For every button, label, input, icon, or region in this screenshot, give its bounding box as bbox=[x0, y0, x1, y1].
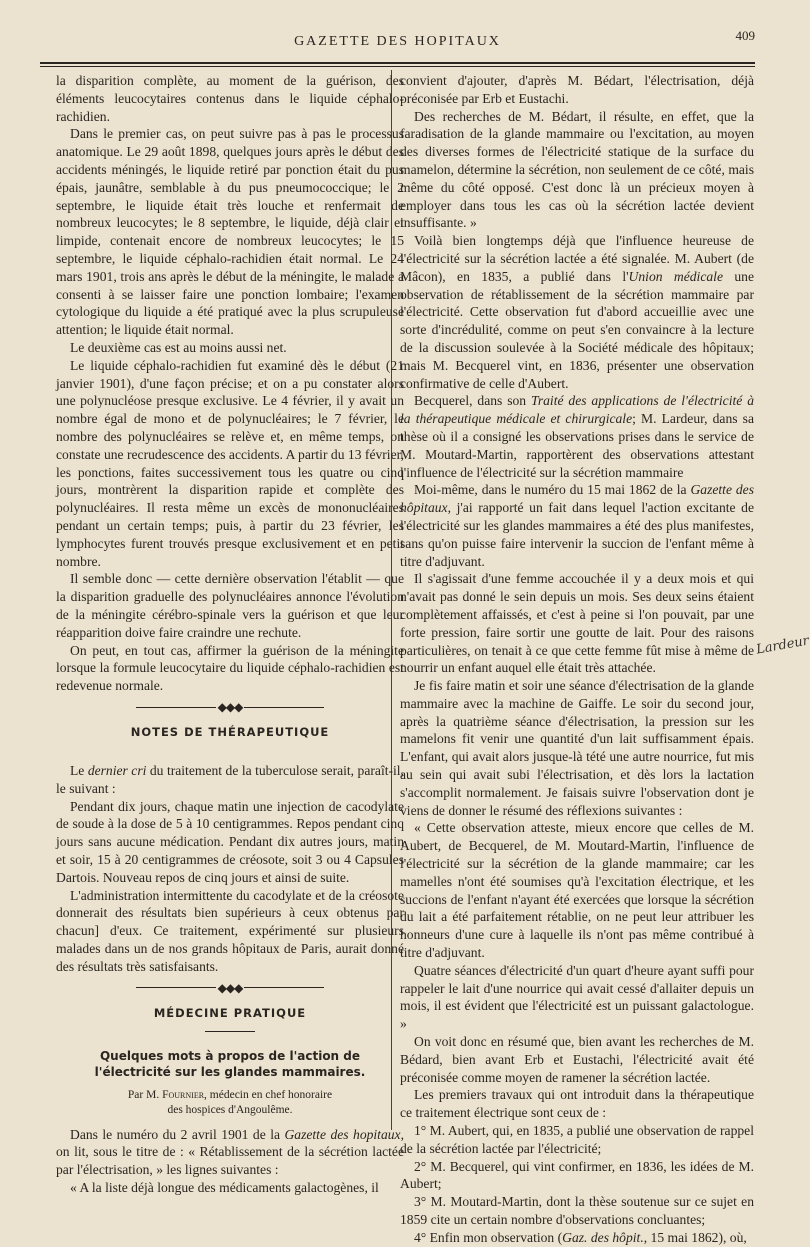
paragraph: « Cette observation atteste, mieux encore que celles de M. Aubert, de Becquerel, de M. Moutard-Martin, l'influence de l'électricité sur la sécrétion de la glande mammaire; car les mamelles n'ont été soumises qu'à l'excitation électrique, et les succions de l'enfant n'ayant été exercées que lorsque la sécrétion du lait a été parfaitement rétablie, on ne peut leur attribuer les honneurs d'une cure à laquelle ils n'ont pas même contribué à titre d'adjuvant. bbox=[400, 820, 754, 961]
emphasis: Traité des applications de l'électricité à la thérapeutique médicale et chirurgicale bbox=[400, 393, 754, 427]
paragraph: Je fis faire matin et soir une séance d'électrisation de la glande mammaire avec la machine de Gaiffe. Le soir du second jour, après la quatrième séance d'électrisation, la pression sur les mamelons fit venir une quantité d'un lait suffisamment épais. L'enfant, qui avait alors jusque-là tété une autre nourrice, fut mis au sein qui avait subi l'électrisation, et dès lors la lactation s'accomplit normalement. Je faisais suivre l'observation dont je viens de donner le résumé des réflexions suivantes : bbox=[400, 678, 754, 818]
paragraph: On voit donc en résumé que, bien avant les recherches de M. Bédard, bien avant Erb et Eustachi, l'électricité avait été préconisée comme moyen de ramener la sécrétion lactée. bbox=[400, 1034, 754, 1085]
header-rule-thin bbox=[40, 66, 755, 67]
paragraph: Dans le premier cas, on peut suivre pas à pas le processus anatomique. Le 29 août 1898, quelques jours après le début des accidents méningés, le liquide retiré par ponction était du pus épais, jaunâtre, semblable à du pus pneumococcique; le 2 septembre, le liquide était très louche et renfermait de nombreux leucocytes; le 8 septembre, le liquide, déjà clair et limpide, contenait encore de nombreux leucocytes; le 15 septembre, le liquide céphalo-rachidien était normal. Le 24 mars 1901, trois ans après le début de la méningite, le malade a consenti à se laisser faire une ponction lombaire; l'examen cytologique du liquide a été pratiqué avec la plus scrupuleuse attention; le liquide était normal. bbox=[56, 126, 404, 338]
margin-handwritten-note: Lardeur bbox=[755, 633, 810, 658]
left-column bbox=[56, 72, 404, 1197]
paragraph: Moi-même, dans le numéro du 15 mai 1862 de la Gazette des hôpitaux, j'ai rapporté un fait dans lequel l'action excitante de l'électricité sur les glandes mammaires a été des plus manifestes, sans qu'on puisse faire intervenir la succion de l'enfant même à titre d'adjuvant. bbox=[400, 482, 754, 569]
paragraph: Le deuxième cas est au moins aussi net. bbox=[70, 339, 287, 355]
list-item: 4° Enfin mon observation (Gaz. des hôpit., 15 mai 1862), où, bbox=[414, 1229, 747, 1245]
list-item: 1° M. Aubert, qui, en 1835, a publié une observation de rappel de la sécrétion lactée par l'électricité; bbox=[400, 1123, 754, 1156]
paragraph: Pendant dix jours, chaque matin une injection de cacodylate de soude à la dose de 5 à 10 centigrammes. Repos pendant cinq jours sans aucune médication. Pendant dix autres jours, matin et soir, 15 à 20 centigrammes de créosote, soit 3 ou 4 Capsules Dartois. Nouveau repos de cinq jours et ainsi de suite. bbox=[56, 798, 404, 885]
emphasis: dernier cri bbox=[87, 762, 147, 778]
right-column bbox=[400, 72, 754, 1247]
paragraph: « A la liste déjà longue des médicaments galactogènes, il bbox=[70, 1179, 379, 1195]
emphasis: Union médicale bbox=[628, 268, 723, 284]
emphasis: Gazette des hôpitaux bbox=[400, 482, 754, 516]
paragraph: Il s'agissait d'une femme accouchée il y a deux mois et qui n'avait pas donné le sein depuis un mois. Ses deux seins étaient complètement affaissés, et c'est à peine si l'on pouvait, par une forte pression, faire sortir une goutte de lait. Pour des raisons particulières, on tenait à ce que cette femme fût mise à même de nourrir un enfant auquel elle était très attachée. bbox=[400, 571, 754, 676]
paragraph: Quatre séances d'électricité d'un quart d'heure ayant suffi pour rappeler le lait d'une nourrice qui avait cessé d'allaiter depuis un mois, il est évident que l'électricité est un puissant galactologue. » bbox=[400, 962, 754, 1032]
paragraph: Voilà bien longtemps déjà que l'influence heureuse de l'électricité sur la sécrétion lactée a été signalée. M. Aubert (de Mâcon), en 1835, a publié dans l'Union médicale une observation de rétablissement de la sécrétion mammaire par l'électricité. Cette observation fut d'abord accueillie avec une sorte d'incrédulité, comme on peut s'en convaincre à la lecture de la discussion soulevée à la Société médicale des hôpitaux; mais M. Becquerel vint, en 1836, présenter une observation confirmative de celle d'Aubert. bbox=[400, 233, 754, 391]
title-rule bbox=[205, 1031, 255, 1032]
paragraph: Le liquide céphalo-rachidien fut examiné dès le début (21 janvier 1901), d'une façon précise; et on a pu constater alors une polynucléose presque exclusive. Le 4 février, il y avait un nombre égal de mono et de polynucléaires; le 7 février, le nombre des polynucléaires se relève et, en même temps, on constate une recrudescence des accidents. A partir du 13 février, les ponctions, faites successivement tous les quatre ou cinq jours, montrèrent la disparition rapide et complète des polynucléaires. Il resta même un excès de mononucléaires pendant un certain temps; puis, à partir du 23 février, les lymphocytes furent trouvés presque exclusivement et en petit nombre. bbox=[56, 357, 404, 569]
section-ornament: ◆◆◆ bbox=[56, 982, 404, 993]
list-item: 2° M. Becquerel, qui vint confirmer, en 1836, les idées de M. Aubert; bbox=[400, 1158, 754, 1192]
paragraph: Les premiers travaux qui ont introduit dans la thérapeutique ce traitement électrique sont ceux de : bbox=[400, 1087, 754, 1121]
paragraph: Des recherches de M. Bédart, il résulte, en effet, que la faradisation de la glande mammaire ou l'excitation, au moyen des diverses formes de l'électricité statique de la surface du mamelon, détermine la sécrétion, non seulement de ce côté, mais même du côté opposé. C'est donc là un précieux moyen à employer dans tous les cas où la sécrétion lactée devient insuffisante. » bbox=[400, 108, 754, 231]
author-line: Par M. Fournier, médecin en chef honoraire des hospices d'Angoulême. bbox=[127, 1088, 333, 1116]
page-header bbox=[40, 30, 755, 54]
paragraph: On peut, en tout cas, affirmer la guérison de la méningite lorsque la formule leucocytaire du liquide céphalo-rachidien est redevenue normale. bbox=[56, 642, 404, 694]
paragraph: la disparition complète, au moment de la guérison, des éléments leucocytaires contenus dans le liquide céphalo-rachidien. bbox=[56, 73, 404, 124]
paragraph: L'administration intermittente du cacodylate et de la créosote donnerait des résultats bien supérieurs à ceux obtenus par chacun] d'eux. Ce traitement, expérimenté sur plusieurs malades dans un de nos grands hôpitaux de Paris, aurait donné des résultats très satisfaisants. bbox=[56, 887, 404, 974]
section-title-medecine: MÉDECINE PRATIQUE bbox=[153, 1005, 307, 1020]
page-number: 409 bbox=[735, 28, 755, 43]
paragraph: Il semble donc — cette dernière observation l'établit — que la disparition graduelle des polynucléaires annonce l'évolution de la méningite cérébro-spinale vers la guérison et que leur réapparition doive faire craindre une rechute. bbox=[56, 571, 404, 640]
list-item: 3° M. Moutard-Martin, dont la thèse soutenue sur ce sujet en 1859 cite un certain nombre d'observations concluantes; bbox=[400, 1194, 754, 1227]
header-rule bbox=[40, 62, 755, 64]
emphasis: Gaz. des hôpit. bbox=[562, 1229, 644, 1245]
author-name: Fournier bbox=[162, 1088, 205, 1101]
emphasis: Gazette des hopitaux bbox=[284, 1126, 401, 1142]
paragraph: convient d'ajouter, d'après M. Bédart, l'électrisation, déjà préconisée par Erb et Eustachi. bbox=[400, 73, 754, 106]
paragraph: Le dernier cri du traitement de la tuberculose serait, paraît-il, le suivant : bbox=[56, 762, 404, 796]
section-title-therapeutique: NOTES DE THÉRAPEUTIQUE bbox=[130, 725, 330, 740]
section-ornament: ◆◆◆ bbox=[56, 701, 404, 712]
running-title: GAZETTE DES HOPITAUX bbox=[294, 34, 501, 49]
paragraph: Becquerel, dans son Traité des applications de l'électricité à la thérapeutique médicale et chirurgicale; M. Lardeur, dans sa thèse où il a consigné les observations prises dans le service de M. Moutard-Martin, rapportèrent des observations attestant l'influence de l'électricité sur la sécrétion mammaire bbox=[400, 393, 754, 480]
paragraph: Dans le numéro du 2 avril 1901 de la Gazette des hopitaux, on lit, sous le titre de : « Rétablissement de la sécrétion lactée par l'électrisation, » les lignes suivantes : bbox=[56, 1126, 404, 1178]
article-title: Quelques mots à propos de l'action de l'électricité sur les glandes mammaires. bbox=[94, 1048, 366, 1079]
